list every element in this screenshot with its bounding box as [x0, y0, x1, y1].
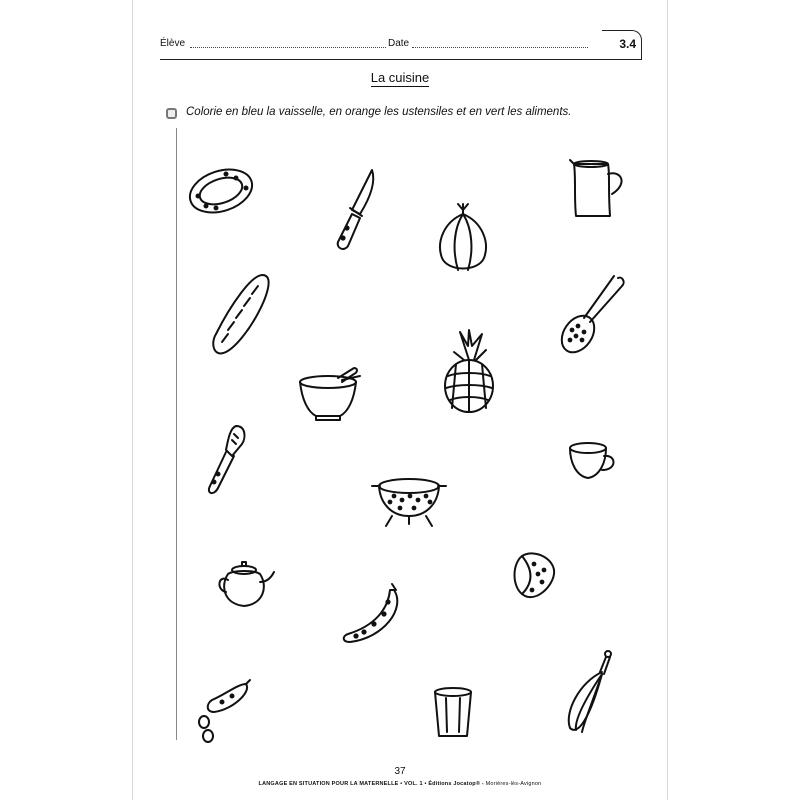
- page-title: La cuisine: [370, 70, 430, 85]
- cucumber-drawing[interactable]: [340, 580, 408, 646]
- instruction-text: Colorie en bleu la vaisselle, en orange les ustensiles et en vert les aliments.: [186, 106, 572, 118]
- spatula-drawing[interactable]: [202, 424, 252, 496]
- header-underline: [160, 59, 642, 60]
- footer-series: LANGAGE EN SITUATION POUR LA MATERNELLE • VOL. 1 • Éditions Jocatop® -: [258, 781, 484, 787]
- glass-drawing[interactable]: [432, 686, 474, 740]
- student-name-blank[interactable]: [190, 47, 386, 48]
- page-number: 37: [394, 766, 406, 777]
- margin-line: [176, 128, 177, 740]
- teapot-drawing[interactable]: [216, 560, 278, 610]
- sausage-drawing[interactable]: [192, 674, 256, 746]
- footer-place: Morières-lès-Avignon: [485, 781, 542, 787]
- student-label: Élève: [160, 38, 186, 49]
- date-blank[interactable]: [412, 47, 588, 48]
- cup-drawing[interactable]: [568, 440, 620, 484]
- worksheet-header: [160, 30, 642, 60]
- pineapple-drawing[interactable]: [438, 328, 500, 414]
- plate-drawing[interactable]: [186, 166, 256, 216]
- onion-drawing[interactable]: [436, 200, 490, 276]
- footer-credits: [0, 781, 800, 787]
- lemon-drawing[interactable]: [512, 550, 558, 604]
- pitcher-drawing[interactable]: [568, 158, 632, 222]
- instruction-bullet-icon: [166, 108, 177, 119]
- colander-drawing[interactable]: [370, 474, 448, 530]
- whisk-drawing[interactable]: [560, 648, 616, 738]
- sheet-number: 3.4: [619, 37, 636, 51]
- mixing-bowl-drawing[interactable]: [298, 366, 364, 422]
- baguette-drawing[interactable]: [206, 272, 276, 356]
- slotted-spoon-drawing[interactable]: [558, 274, 626, 358]
- date-label: Date: [388, 38, 410, 49]
- knife-drawing[interactable]: [330, 168, 380, 252]
